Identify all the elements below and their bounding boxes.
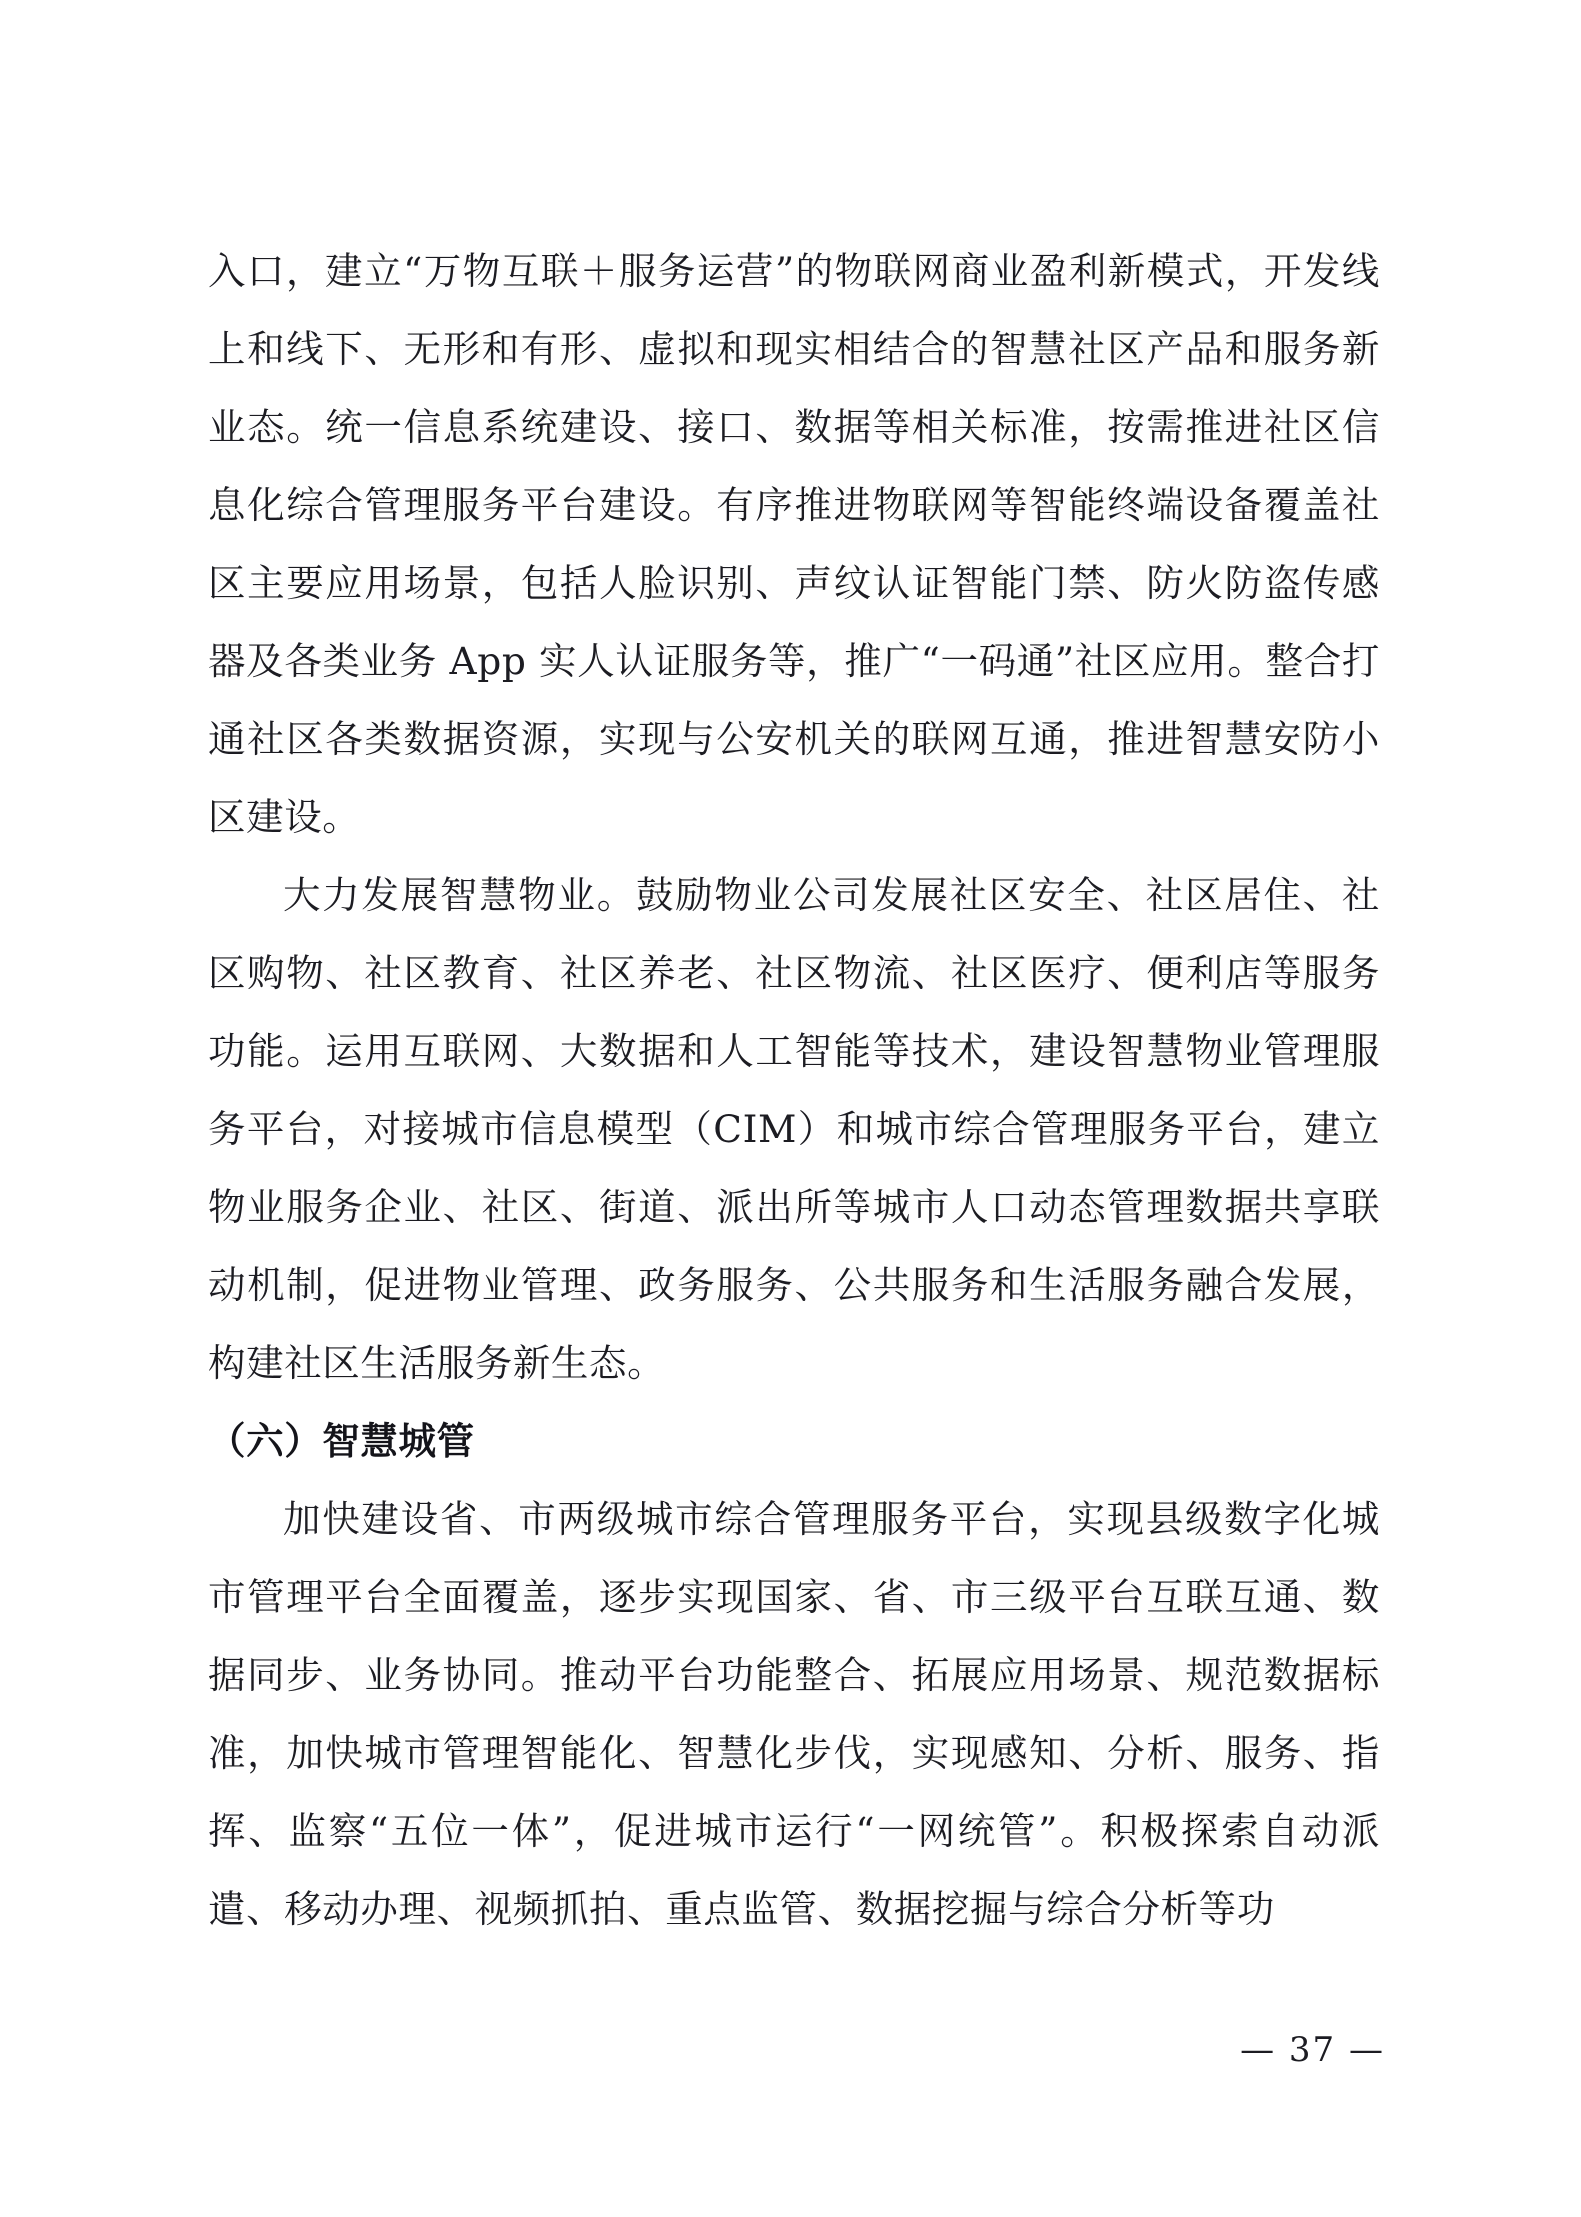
section-heading-smart-city-management: （六）智慧城管 — [208, 1419, 475, 1463]
paragraph-smart-city-management: 加快建设省、市两级城市综合管理服务平台，实现县级数字化城市管理平台全面覆盖，逐步实现国家、省、市三级平台互联互通、数据同步、业务协同。推动平台功能整合、拓展应用场景、规范数据标准，加快城市管理智能化、智慧化步伐，实现感知、分析、服务、指挥、监察“五位一体”，促进城市运行“一网统管”。积极探索自动派遣、移动办理、视频抓拍、重点监管、数据挖掘与综合分析等功 — [208, 1497, 1380, 1931]
paragraph-continued: 入口，建立“万物互联＋服务运营”的物联网商业盈利新模式，开发线上和线下、无形和有形、虚拟和现实相结合的智慧社区产品和服务新业态。统一信息系统建设、接口、数据等相关标准，按需推进社区信息化综合管理服务平台建设。有序推进物联网等智能终端设备覆盖社区主要应用场景，包括人脸识别、声纹认证智能门禁、防火防盗传感器及各类业务 App 实人认证服务等，推广“一码通”社区应用。整合打通社区各类数据资源，实现与公安机关的联网互通，推进智慧安防小区建设。 — [208, 249, 1380, 839]
page-body — [208, 232, 1380, 1948]
page-number: — 37 — — [1240, 2030, 1385, 2070]
paragraph-smart-property: 大力发展智慧物业。鼓励物业公司发展社区安全、社区居住、社区购物、社区教育、社区养老、社区物流、社区医疗、便利店等服务功能。运用互联网、大数据和人工智能等技术，建设智慧物业管理服务平台，对接城市信息模型（CIM）和城市综合管理服务平台，建立物业服务企业、社区、街道、派出所等城市人口动态管理数据共享联动机制，促进物业管理、政务服务、公共服务和生活服务融合发展，构建社区生活服务新生态。 — [208, 873, 1380, 1385]
